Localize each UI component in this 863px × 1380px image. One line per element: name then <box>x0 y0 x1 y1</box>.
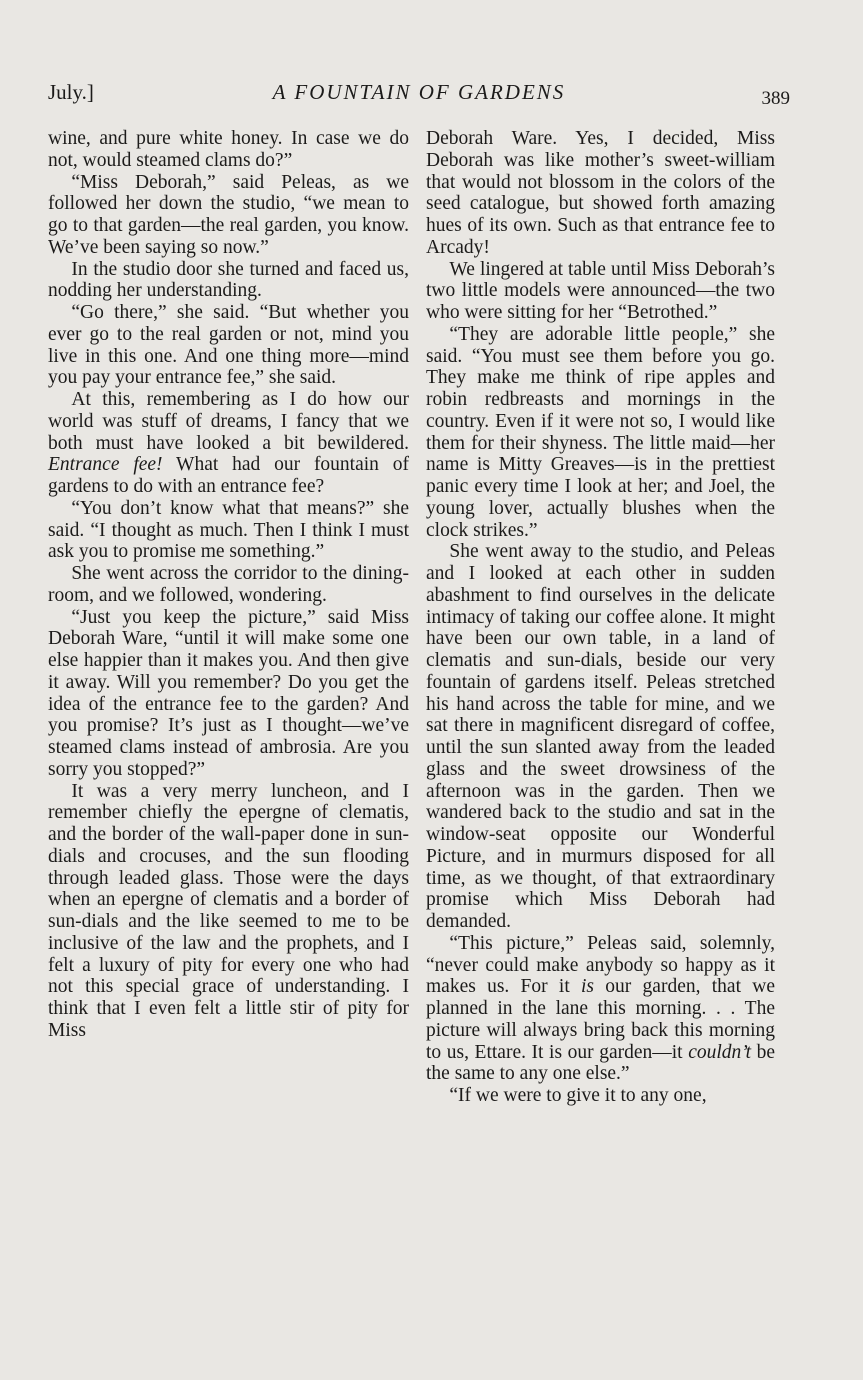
paragraph: Deborah Ware. Yes, I decided, Miss Deborah was like mother’s sweet-william that would not blossom in the colors of the seed catalogue, but showed forth amazing hues of its own. Such as that entrance fee to Arcady! <box>426 128 775 258</box>
paragraph: It was a very merry luncheon, and I remember chiefly the epergne of clematis, and the border of the wall-paper done in sun-dials and crocuses, and the sun flooding through leaded glass. Those were the days when an epergne of clematis and a border of sun-dials and the like seemed to me to be inclusive of the law and the prophets, and I felt a luxury of pity for every one who had not this special grace of understanding. I think that I even felt a little stir of pity for Miss <box>48 780 409 1041</box>
text-run: What had our fountain of gardens to do with an entrance fee? <box>48 454 410 497</box>
text-run: “This picture,” Peleas said, solemnly, “never could make anybody so happy as it makes us. For it <box>426 932 775 998</box>
paragraph: In the studio door she turned and faced us, nodding her understanding. <box>48 258 409 302</box>
paragraph: “If we were to give it to any one, <box>449 1085 707 1106</box>
paragraph <box>48 389 409 498</box>
running-header <box>48 80 790 116</box>
paragraph: We lingered at table until Miss Deborah’s two little models were announced—the two who were sitting for her “Betrothed.” <box>426 258 775 323</box>
emphasis-text: is <box>581 976 595 998</box>
text-run: our garden, that we planned in the lane this morning. . . The picture will always bring back this morning to us, Ettare. It is our garden—it <box>426 976 775 1063</box>
paragraph: “Just you keep the picture,” said Miss Deborah Ware, “until it will make some one else happier than it makes you. And then give it away. Will you remember? Do you get the idea of the entrance fee to the garden? And you promise? It’s just as I thought—we’ve steamed clams instead of ambrosia. Are you sorry you stopped?” <box>48 606 409 780</box>
paragraph <box>426 933 775 1085</box>
paragraph: She went away to the studio, and Peleas and I looked at each other in sudden abashment to find ourselves in the delicate intimacy of taking our coffee alone. It might have been our own table, in a land of clematis and sun-dials, beside our very fountain of gardens itself. Peleas stretched his hand across the table for mine, and we sat there in magnificent disregard of coffee, until the sun slanted away from the leaded glass and the sweet drowsiness of the afternoon was in the garden. Then we wandered back to the studio and sat in the window-seat opposite our Wonderful Picture, and in murmurs disposed for all time, as we thought, of that extraordinary promise which Miss Deborah had demanded. <box>426 541 775 932</box>
paragraph: “You don’t know what that means?” she said. “I thought as much. Then I think I must ask you to promise me something.” <box>48 497 409 563</box>
paragraph: “They are adorable little people,” she said. “You must see them before you go. They make me think of ripe apples and robin redbreasts and mornings in the country. Even if it were not so, I would like them for their shyness. The little maid—her name is Mitty Greaves—is in the prettiest panic every time I look at her; and Joel, the young lover, actually blushes when the clock strikes.” <box>426 323 775 541</box>
page-number: 389 <box>761 88 790 109</box>
right-column <box>426 128 775 1107</box>
text-run: At this, remembering as I do how our world was stuff of dreams, I fancy that we both must have looked a bit bewildered. <box>48 389 409 454</box>
emphasis-text: Entrance fee! <box>48 454 163 476</box>
emphasis-text: couldn’t <box>688 1041 752 1063</box>
paragraph: wine, and pure white honey. In case we do not, would steamed clams do?” <box>48 128 409 171</box>
paragraph: She went across the corridor to the dining-room, and we followed, wondering. <box>48 563 409 606</box>
text-run: be the same to any one else.” <box>426 1041 776 1085</box>
header-month: July.] <box>48 80 94 104</box>
paragraph: “Go there,” she said. “But whether you ever go to the real garden or not, mind you live in this one. And one thing more—mind you pay your entrance fee,” she said. <box>48 302 409 389</box>
paragraph: “Miss Deborah,” said Peleas, as we followed her down the studio, “we mean to go to that garden—the real garden, you know. We’ve been saying so now.” <box>48 171 409 258</box>
header-title: A FOUNTAIN OF GARDENS <box>272 80 566 104</box>
left-column <box>48 128 409 1042</box>
